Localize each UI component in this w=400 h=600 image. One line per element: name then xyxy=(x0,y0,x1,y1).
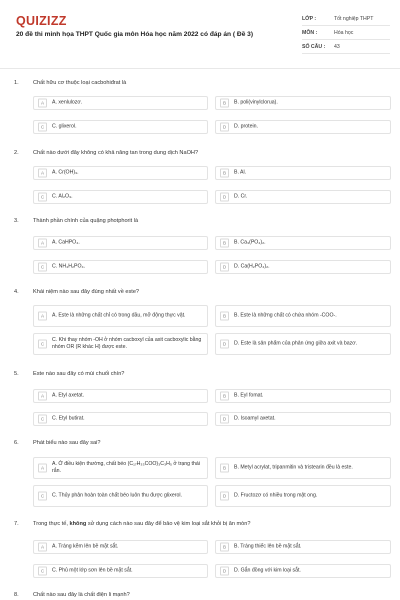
option-letter: C xyxy=(38,415,47,424)
option-c[interactable]: C C. Phủ một lớp sơn lên bề mặt sắt. xyxy=(33,564,208,578)
option-letter: D xyxy=(220,492,229,501)
option-c[interactable]: C C. Etyl butirat. xyxy=(33,412,208,426)
meta-class: LỚP : Tốt nghiệp THPT xyxy=(302,13,390,26)
option-d[interactable]: D D. Ca(H₂PO₄)₂. xyxy=(215,260,391,274)
option-a[interactable]: A A. Este là những chất chỉ có trong dầu, mỡ động thực vật. xyxy=(33,305,208,327)
worksheet-header xyxy=(0,0,400,66)
option-d[interactable]: D D. Gắn đồng với kim loại sắt. xyxy=(215,564,391,578)
question-text: Este nào sau đây có mùi chuối chín? xyxy=(33,371,125,377)
question-text: Khái niệm nào sau đây đúng nhất về este? xyxy=(33,289,140,295)
option-a[interactable]: A A. Cr(OH)₃. xyxy=(33,166,208,180)
option-letter: A xyxy=(38,239,47,248)
option-letter: D xyxy=(220,193,229,202)
option-letter: B xyxy=(220,169,229,178)
option-a[interactable]: A A. Tráng kẽm lên bề mặt sắt. xyxy=(33,540,208,554)
quizizz-logo: QUIZIZZ xyxy=(16,14,67,28)
option-b[interactable]: B B. Tráng thiếc lên bề mặt sắt. xyxy=(215,540,391,554)
option-b[interactable]: B B. Al. xyxy=(215,166,391,180)
option-b[interactable]: B B. poli(vinylclorua). xyxy=(215,96,391,110)
option-letter: D xyxy=(220,415,229,424)
question-text: Chất nào sau đây là chất điện li mạnh? xyxy=(33,592,130,598)
option-letter: D xyxy=(220,263,229,272)
question-text: Chất hữu cơ thuộc loại cacbohiđrat là xyxy=(33,80,127,86)
option-b[interactable]: B B. Eyl fomat. xyxy=(215,389,391,403)
option-d[interactable]: D D. Fructozơ có nhiều trong mật ong. xyxy=(215,485,391,507)
option-b[interactable]: B B. Este là những chất có chứa nhóm -COO-. xyxy=(215,305,391,327)
option-c[interactable]: C C. Khi thay nhóm -OH ở nhóm cacboxyl của axit cacboxylic bằng nhóm OR (R khác H) được este. xyxy=(33,333,208,355)
option-letter: A xyxy=(38,392,47,401)
option-letter: B xyxy=(220,543,229,552)
worksheet-title: 20 đề thi minh họa THPT Quốc gia môn Hóa học năm 2022 có đáp án ( Đề 3) xyxy=(16,31,254,38)
option-a[interactable]: A A. Etyl axetat. xyxy=(33,389,208,403)
option-b[interactable]: B B. Ca₃(PO₄)₂. xyxy=(215,236,391,250)
option-letter: C xyxy=(38,567,47,576)
option-a[interactable]: A A. xenlulozơ. xyxy=(33,96,208,110)
option-c[interactable]: C C. glixerol. xyxy=(33,120,208,134)
option-letter: C xyxy=(38,492,47,501)
option-letter: B xyxy=(220,99,229,108)
option-a[interactable]: A A. Ở điều kiện thường, chất béo (C₁₇H₃₃COO)₃C₃H₅ ở trạng thái rắn. xyxy=(33,457,208,479)
option-d[interactable]: D D. Cr. xyxy=(215,190,391,204)
meta-question-count: SỐ CÂU : 43 xyxy=(302,41,390,54)
option-letter: A xyxy=(38,169,47,178)
option-d[interactable]: D D. Este là sản phẩm của phản ứng giữa axit và bazơ. xyxy=(215,333,391,355)
option-letter: C xyxy=(38,263,47,272)
option-c[interactable]: C C. Thủy phân hoàn toàn chất béo luôn thu được glixerol. xyxy=(33,485,208,507)
option-letter: B xyxy=(220,464,229,473)
option-letter: C xyxy=(38,193,47,202)
option-letter: D xyxy=(220,340,229,349)
option-c[interactable]: C C. Al₂O₃. xyxy=(33,190,208,204)
question-text: Trong thực tế, không sử dụng cách nào sau đây để bảo vệ kim loại sắt khỏi bị ăn mòn? xyxy=(33,521,251,527)
question-text: Chất nào dưới đây không có khả năng tan trong dung dịch NaOH? xyxy=(33,150,199,156)
option-letter: D xyxy=(220,567,229,576)
meta-subject: MÔN : Hóa học xyxy=(302,27,390,40)
option-letter: B xyxy=(220,312,229,321)
option-letter: D xyxy=(220,123,229,132)
option-a[interactable]: A A. CaHPO₄. xyxy=(33,236,208,250)
option-letter: B xyxy=(220,239,229,248)
option-letter: B xyxy=(220,392,229,401)
option-b[interactable]: B B. Metyl acrylat, tripanmitin và tristearin đều là este. xyxy=(215,457,391,479)
option-letter: A xyxy=(38,312,47,321)
question-text: Phát biểu nào sau đây sai? xyxy=(33,440,101,446)
option-letter: A xyxy=(38,99,47,108)
option-letter: A xyxy=(38,543,47,552)
question-text: Thành phần chính của quặng photphorit là xyxy=(33,218,139,224)
option-letter: C xyxy=(38,123,47,132)
option-letter: A xyxy=(38,464,47,473)
option-d[interactable]: D D. protein. xyxy=(215,120,391,134)
option-letter: C xyxy=(38,340,47,349)
option-c[interactable]: C C. NH₄H₂PO₄. xyxy=(33,260,208,274)
header-divider xyxy=(0,68,400,69)
option-d[interactable]: D D. Isoamyl axetat. xyxy=(215,412,391,426)
